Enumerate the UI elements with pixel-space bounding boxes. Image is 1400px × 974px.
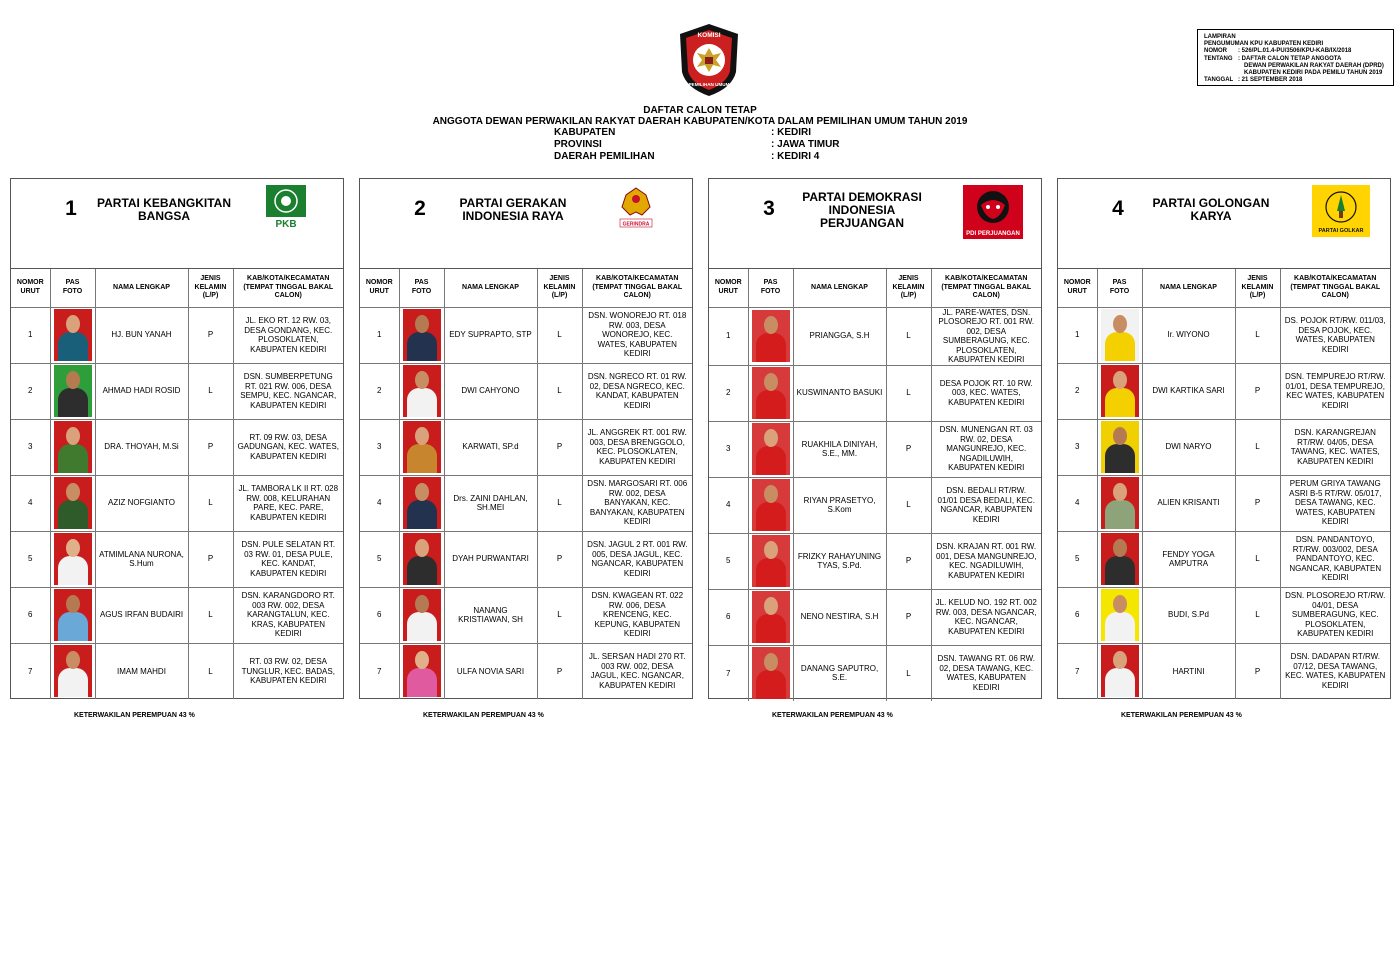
candidate-gender: L	[188, 475, 233, 531]
candidate-photo	[752, 535, 790, 587]
candidate-gender: P	[188, 419, 233, 475]
table-row	[709, 645, 1041, 701]
table-row	[360, 475, 692, 531]
party-name-line: PARTAI DEMOKRASI	[802, 190, 922, 204]
candidate-address: JL. TAMBORA LK II RT. 028 RW. 008, KELURAHAN PARE, KEC. PARE, KABUPATEN KEDIRI	[233, 475, 343, 531]
col-nama: NAMA LENGKAP	[95, 269, 188, 307]
candidate-photo-cell	[399, 531, 444, 587]
candidate-photo	[54, 589, 92, 641]
candidate-photo-cell	[1097, 475, 1142, 531]
candidate-address: DSN. TAWANG RT. 06 RW. 02, DESA TAWANG, KEC. WATES, KABUPATEN KEDIRI	[931, 645, 1041, 701]
candidate-photo-cell	[50, 531, 95, 587]
candidate-photo-cell	[399, 587, 444, 643]
party-header	[360, 179, 692, 269]
candidate-address: PERUM GRIYA TAWANG ASRI B-5 RT/RW. 05/017, DESA TAWANG, KEC. WATES, KABUPATEN KEDIRI	[1280, 475, 1390, 531]
candidate-address: RT. 09 RW. 03, DESA GADUNGAN, KEC. WATES, KABUPATEN KEDIRI	[233, 419, 343, 475]
candidate-address: RT. 03 RW. 02, DESA TUNGLUR, KEC. BADAS, KABUPATEN KEDIRI	[233, 643, 343, 699]
candidate-photo-cell	[50, 419, 95, 475]
candidate-gender: L	[886, 645, 931, 701]
candidate-address: DSN. JAGUL 2 RT. 001 RW. 005, DESA JAGUL, KEC. NGANCAR, KABUPATEN KEDIRI	[582, 531, 692, 587]
candidate-gender: L	[1235, 419, 1280, 475]
candidate-gender: P	[537, 531, 582, 587]
candidate-photo	[1101, 421, 1139, 473]
candidate-name: ATMIMLANA NURONA, S.Hum	[95, 531, 188, 587]
candidate-gender: P	[537, 419, 582, 475]
table-header-row	[360, 269, 692, 307]
party-logo	[963, 185, 1023, 244]
kabupaten-value: : KEDIRI	[771, 127, 811, 138]
keterwakilan-perempuan: KETERWAKILAN PEREMPUAN 43 %	[772, 712, 893, 719]
col-alamat: KAB/KOTA/KECAMATAN (TEMPAT TINGGAL BAKAL CALON)	[1280, 269, 1390, 307]
candidate-address: JL. KELUD NO. 192 RT. 002 RW. 003, DESA NGANCAR, KEC. NGANCAR, KABUPATEN KEDIRI	[931, 589, 1041, 645]
candidate-address: JL. ANGGREK RT. 001 RW. 003, DESA BRENGGOLO, KEC. PLOSOKLATEN, KABUPATEN KEDIRI	[582, 419, 692, 475]
candidate-photo	[752, 479, 790, 531]
col-nomor: NOMOR URUT	[709, 269, 748, 307]
col-nomor: NOMOR URUT	[360, 269, 399, 307]
candidate-address: DESA POJOK RT. 10 RW. 003, KEC. WATES, KABUPATEN KEDIRI	[931, 365, 1041, 421]
party-name-line: BANGSA	[137, 209, 190, 223]
candidate-number: 3	[11, 419, 50, 475]
party-panel-1	[10, 178, 344, 699]
candidate-number: 5	[1058, 531, 1097, 587]
keterwakilan-perempuan: KETERWAKILAN PEREMPUAN 43 %	[74, 712, 195, 719]
candidate-number: 6	[1058, 587, 1097, 643]
candidate-gender: L	[188, 363, 233, 419]
candidate-photo-cell	[1097, 643, 1142, 699]
table-row	[360, 363, 692, 419]
col-foto: PAS FOTO	[1097, 269, 1142, 307]
candidate-number: 3	[1058, 419, 1097, 475]
party-logo	[1312, 185, 1370, 242]
candidate-table	[11, 269, 343, 699]
candidate-number: 4	[11, 475, 50, 531]
candidate-name: DANANG SAPUTRO, S.E.	[793, 645, 886, 701]
party-panel-2	[359, 178, 693, 699]
candidate-name: ULFA NOVIA SARI	[444, 643, 537, 699]
candidate-photo	[1101, 365, 1139, 417]
table-header-row	[1058, 269, 1390, 307]
col-jenis-kelamin: JENIS KELAMIN (L/P)	[537, 269, 582, 307]
candidate-name: AZIZ NOFGIANTO	[95, 475, 188, 531]
table-row	[360, 307, 692, 363]
party-number: 4	[1112, 197, 1124, 220]
candidate-address: JL. EKO RT. 12 RW. 03, DESA GONDANG, KEC. PLOSOKLATEN, KABUPATEN KEDIRI	[233, 307, 343, 363]
candidate-address: DSN. PANDANTOYO, RT/RW. 003/002, DESA PANDANTOYO, KEC. NGANCAR, KABUPATEN KEDIRI	[1280, 531, 1390, 587]
candidate-photo-cell	[399, 475, 444, 531]
candidate-address: DSN. TEMPUREJO RT/RW. 01/01, DESA TEMPUREJO, KEC WATES, KABUPATEN KEDIRI	[1280, 363, 1390, 419]
dapil-value: : KEDIRI 4	[771, 151, 820, 162]
candidate-photo-cell	[1097, 531, 1142, 587]
provinsi-label: PROVINSI	[554, 139, 602, 150]
candidate-name: NENO NESTIRA, S.H	[793, 589, 886, 645]
candidate-photo-cell	[748, 307, 793, 365]
document-subtitle: ANGGOTA DEWAN PERWAKILAN RAKYAT DAERAH KABUPATEN/KOTA DALAM PEMILIHAN UMUM TAHUN 2019	[432, 116, 968, 127]
candidate-gender: L	[1235, 531, 1280, 587]
keterwakilan-perempuan: KETERWAKILAN PEREMPUAN 43 %	[423, 712, 544, 719]
candidate-address: DSN. WONOREJO RT. 018 RW. 003, DESA WONOREJO, KEC. WATES, KABUPATEN KEDIRI	[582, 307, 692, 363]
candidate-gender: L	[1235, 587, 1280, 643]
candidate-gender: L	[188, 643, 233, 699]
col-nama: NAMA LENGKAP	[1142, 269, 1235, 307]
candidate-gender: P	[1235, 643, 1280, 699]
candidate-gender: L	[537, 475, 582, 531]
party-name-line: KARYA	[1190, 209, 1232, 223]
candidate-address: JL. SERSAN HADI 270 RT. 003 RW. 002, DESA JAGUL, KEC. NGANCAR, KABUPATEN KEDIRI	[582, 643, 692, 699]
lampiran-nomor-value: : 526/PL.01.4-PU/3506/KPU-KAB/IX/2018	[1238, 48, 1352, 55]
party-logo-text: PARTAI GOLKAR	[1318, 228, 1364, 234]
candidate-photo	[403, 421, 441, 473]
table-row	[1058, 531, 1390, 587]
party-logo-text: PKB	[275, 219, 297, 229]
candidate-photo-cell	[399, 307, 444, 363]
candidate-name: AGUS IRFAN BUDAIRI	[95, 587, 188, 643]
table-header-row	[709, 269, 1041, 307]
lampiran-tanggal-value: : 21 SEPTEMBER 2018	[1238, 77, 1303, 84]
col-jenis-kelamin: JENIS KELAMIN (L/P)	[1235, 269, 1280, 307]
party-number: 1	[65, 197, 77, 220]
party-panel-4	[1057, 178, 1391, 699]
candidate-number: 6	[11, 587, 50, 643]
candidate-address: DSN. KRAJAN RT. 001 RW. 001, DESA MANGUNREJO, KEC. NGADILUWIH, KABUPATEN KEDIRI	[931, 533, 1041, 589]
candidate-photo-cell	[748, 589, 793, 645]
table-row	[1058, 643, 1390, 699]
candidate-name: DYAH PURWANTARI	[444, 531, 537, 587]
party-logo	[266, 185, 306, 234]
candidate-gender: L	[886, 365, 931, 421]
candidate-photo-cell	[1097, 419, 1142, 475]
candidate-photo	[752, 310, 790, 362]
lampiran-heading: LAMPIRAN	[1204, 34, 1236, 40]
candidate-name: RIYAN PRASETYO, S.Kom	[793, 477, 886, 533]
candidate-photo	[1101, 645, 1139, 697]
kabupaten-label: KABUPATEN	[554, 127, 616, 138]
kpu-logo	[676, 22, 742, 98]
table-row	[709, 365, 1041, 421]
candidate-photo	[752, 367, 790, 419]
party-name-line: PERJUANGAN	[819, 216, 904, 230]
table-row	[360, 419, 692, 475]
candidate-address: DSN. KWAGEAN RT. 022 RW. 006, DESA KRENCENG, KEC. KEPUNG, KABUPATEN KEDIRI	[582, 587, 692, 643]
party-logo-text: PDI PERJUANGAN	[966, 231, 1020, 237]
candidate-name: NANANG KRISTIAWAN, SH	[444, 587, 537, 643]
table-header-row	[11, 269, 343, 307]
table-row	[1058, 307, 1390, 363]
candidate-name: IMAM MAHDI	[95, 643, 188, 699]
candidate-number: 7	[709, 645, 748, 701]
lampiran-tanggal-label: TANGGAL	[1204, 77, 1234, 84]
candidate-number: 5	[11, 531, 50, 587]
candidate-photo-cell	[50, 587, 95, 643]
candidate-number: 1	[1058, 307, 1097, 363]
candidate-gender: P	[188, 531, 233, 587]
lampiran-nomor-label: NOMOR	[1204, 48, 1227, 55]
candidate-gender: L	[886, 307, 931, 365]
candidate-photo-cell	[748, 477, 793, 533]
candidate-number: 4	[360, 475, 399, 531]
candidate-number: 5	[360, 531, 399, 587]
candidate-name: ALIEN KRISANTI	[1142, 475, 1235, 531]
table-row	[709, 477, 1041, 533]
party-name	[1140, 197, 1282, 223]
candidate-address: DS. POJOK RT/RW. 011/03, DESA POJOK, KEC. WATES, KABUPATEN KEDIRI	[1280, 307, 1390, 363]
lampiran-box	[1197, 29, 1394, 86]
candidate-name: FENDY YOGA AMPUTRA	[1142, 531, 1235, 587]
table-row	[709, 421, 1041, 477]
table-row	[360, 643, 692, 699]
candidate-photo	[54, 533, 92, 585]
table-row	[1058, 363, 1390, 419]
candidate-table	[709, 269, 1041, 701]
candidate-gender: P	[537, 643, 582, 699]
candidate-photo-cell	[748, 645, 793, 701]
candidate-photo-cell	[748, 365, 793, 421]
candidate-address: DSN. KARANGREJAN RT/RW. 04/05, DESA TAWANG, KEC. WATES, KABUPATEN KEDIRI	[1280, 419, 1390, 475]
candidate-number: 2	[360, 363, 399, 419]
candidate-number: 6	[709, 589, 748, 645]
candidate-address: DSN. DADAPAN RT/RW. 07/12, DESA TAWANG, KEC. WATES, KABUPATEN KEDIRI	[1280, 643, 1390, 699]
candidate-table	[1058, 269, 1390, 699]
table-row	[1058, 587, 1390, 643]
candidate-photo	[1101, 533, 1139, 585]
party-name-line: PARTAI GOLONGAN	[1152, 196, 1270, 210]
table-row	[11, 475, 343, 531]
candidate-address: JL. PARE-WATES, DSN. PLOSOREJO RT. 001 RW. 002, DESA SUMBERAGUNG, KEC. PLOSOKLATEN, KABUPATEN KEDIRI	[931, 307, 1041, 365]
candidate-name: Ir. WIYONO	[1142, 307, 1235, 363]
party-logo-text: GERINDRA	[622, 221, 650, 228]
candidate-photo	[403, 589, 441, 641]
candidate-number: 1	[709, 307, 748, 365]
candidate-name: KARWATI, SP.d	[444, 419, 537, 475]
party-header	[709, 179, 1041, 269]
party-header	[1058, 179, 1390, 269]
candidate-photo	[403, 365, 441, 417]
table-row	[11, 587, 343, 643]
candidate-photo-cell	[399, 419, 444, 475]
col-alamat: KAB/KOTA/KECAMATAN (TEMPAT TINGGAL BAKAL CALON)	[931, 269, 1041, 307]
party-name	[791, 191, 933, 230]
candidate-name: HARTINI	[1142, 643, 1235, 699]
logo-text-bottom: PEMILIHAN UMUM	[688, 82, 730, 87]
keterwakilan-perempuan: KETERWAKILAN PEREMPUAN 43 %	[1121, 712, 1242, 719]
candidate-address: DSN. BEDALI RT/RW. 01/01 DESA BEDALI, KEC. NGANCAR, KABUPATEN KEDIRI	[931, 477, 1041, 533]
logo-text-top: KOMISI	[697, 32, 721, 39]
region-values	[771, 127, 840, 163]
candidate-number: 2	[709, 365, 748, 421]
candidate-photo-cell	[1097, 307, 1142, 363]
candidate-name: BUDI, S.Pd	[1142, 587, 1235, 643]
candidate-photo-cell	[1097, 363, 1142, 419]
party-name-line: PARTAI GERAKAN	[459, 196, 567, 210]
candidate-name: HJ. BUN YANAH	[95, 307, 188, 363]
candidate-name: KUSWINANTO BASUKI	[793, 365, 886, 421]
candidate-photo	[403, 645, 441, 697]
candidate-address: DSN. PLOSOREJO RT/RW. 04/01, DESA SUMBERAGUNG, KEC. PLOSOKLATEN, KABUPATEN KEDIRI	[1280, 587, 1390, 643]
candidate-photo-cell	[50, 643, 95, 699]
candidate-photo	[54, 477, 92, 529]
table-row	[11, 419, 343, 475]
provinsi-value: : JAWA TIMUR	[771, 139, 840, 150]
candidate-number: 2	[1058, 363, 1097, 419]
party-header	[11, 179, 343, 269]
candidate-number: 4	[1058, 475, 1097, 531]
col-nomor: NOMOR URUT	[11, 269, 50, 307]
candidate-photo	[752, 423, 790, 475]
col-nama: NAMA LENGKAP	[444, 269, 537, 307]
col-jenis-kelamin: JENIS KELAMIN (L/P)	[886, 269, 931, 307]
candidate-name: PRIANGGA, S.H	[793, 307, 886, 365]
col-jenis-kelamin: JENIS KELAMIN (L/P)	[188, 269, 233, 307]
candidate-gender: P	[188, 307, 233, 363]
candidate-photo	[403, 309, 441, 361]
party-panel-3	[708, 178, 1042, 699]
candidate-photo-cell	[50, 475, 95, 531]
table-row	[1058, 475, 1390, 531]
candidate-name: EDY SUPRAPTO, STP	[444, 307, 537, 363]
candidate-name: DWI KARTIKA SARI	[1142, 363, 1235, 419]
candidate-number: 1	[360, 307, 399, 363]
table-row	[360, 587, 692, 643]
candidate-photo	[54, 309, 92, 361]
col-foto: PAS FOTO	[748, 269, 793, 307]
candidate-gender: L	[1235, 307, 1280, 363]
candidate-photo-cell	[748, 533, 793, 589]
col-foto: PAS FOTO	[50, 269, 95, 307]
candidate-name: DRA. THOYAH, M.Si	[95, 419, 188, 475]
candidate-photo	[54, 645, 92, 697]
candidate-table	[360, 269, 692, 699]
table-row	[11, 531, 343, 587]
table-row	[1058, 419, 1390, 475]
candidate-photo	[1101, 477, 1139, 529]
candidate-number: 7	[11, 643, 50, 699]
candidate-name: DWI CAHYONO	[444, 363, 537, 419]
col-foto: PAS FOTO	[399, 269, 444, 307]
lampiran-sub: PENGUMUMAN KPU KABUPATEN KEDIRI	[1204, 41, 1324, 48]
candidate-photo-cell	[1097, 587, 1142, 643]
candidate-number: 7	[360, 643, 399, 699]
candidate-address: DSN. KARANGDORO RT. 003 RW. 002, DESA KARANGTALUN, KEC. KRAS, KABUPATEN KEDIRI	[233, 587, 343, 643]
candidate-name: RUAKHILA DINIYAH, S.E., MM.	[793, 421, 886, 477]
candidate-number: 6	[360, 587, 399, 643]
candidate-gender: L	[188, 587, 233, 643]
col-alamat: KAB/KOTA/KECAMATAN (TEMPAT TINGGAL BAKAL CALON)	[582, 269, 692, 307]
lampiran-tentang-value1: : DAFTAR CALON TETAP ANGGOTA	[1238, 55, 1342, 62]
candidate-photo	[1101, 589, 1139, 641]
table-row	[360, 531, 692, 587]
candidate-number: 3	[360, 419, 399, 475]
candidate-number: 4	[709, 477, 748, 533]
lampiran-tentang-label: TENTANG	[1204, 55, 1233, 62]
candidate-gender: L	[537, 307, 582, 363]
table-row	[11, 363, 343, 419]
candidate-photo-cell	[50, 307, 95, 363]
table-row	[709, 533, 1041, 589]
party-name-line: PARTAI KEBANGKITAN	[97, 196, 231, 210]
candidate-gender: P	[1235, 475, 1280, 531]
dapil-label: DAERAH PEMILIHAN	[554, 151, 655, 162]
candidate-photo	[752, 647, 790, 699]
candidate-number: 5	[709, 533, 748, 589]
candidate-gender: P	[886, 589, 931, 645]
party-number: 3	[763, 197, 775, 220]
party-name-line: INDONESIA RAYA	[462, 209, 564, 223]
party-name-line: INDONESIA	[828, 203, 896, 217]
table-row	[11, 307, 343, 363]
candidate-number: 7	[1058, 643, 1097, 699]
candidate-number: 3	[709, 421, 748, 477]
candidate-photo	[54, 421, 92, 473]
document-title: DAFTAR CALON TETAP	[643, 105, 757, 116]
region-labels	[554, 127, 655, 163]
col-nomor: NOMOR URUT	[1058, 269, 1097, 307]
table-row	[11, 643, 343, 699]
candidate-address: DSN. PULE SELATAN RT. 03 RW. 01, DESA PULE, KEC. KANDAT, KABUPATEN KEDIRI	[233, 531, 343, 587]
candidate-photo	[1101, 309, 1139, 361]
candidate-address: DSN. MARGOSARI RT. 006 RW. 002, DESA BANYAKAN, KEC. BANYAKAN, KABUPATEN KEDIRI	[582, 475, 692, 531]
candidate-gender: L	[537, 587, 582, 643]
candidate-number: 1	[11, 307, 50, 363]
candidate-gender: P	[1235, 363, 1280, 419]
candidate-photo	[403, 533, 441, 585]
candidate-name: DWI NARYO	[1142, 419, 1235, 475]
candidate-gender: P	[886, 421, 931, 477]
table-row	[709, 307, 1041, 365]
candidate-address: DSN. MUNENGAN RT. 03 RW. 02, DESA MANGUNREJO, KEC. NGADILUWIH, KABUPATEN KEDIRI	[931, 421, 1041, 477]
col-alamat: KAB/KOTA/KECAMATAN (TEMPAT TINGGAL BAKAL CALON)	[233, 269, 343, 307]
party-number: 2	[414, 197, 426, 220]
table-row	[709, 589, 1041, 645]
candidate-name: FRIZKY RAHAYUNING TYAS, S.Pd.	[793, 533, 886, 589]
lampiran-tentang-value3: KABUPATEN KEDIRI PADA PEMILU TAHUN 2019	[1244, 70, 1383, 77]
candidate-gender: P	[886, 533, 931, 589]
candidate-number: 2	[11, 363, 50, 419]
candidate-photo-cell	[748, 421, 793, 477]
candidate-photo-cell	[399, 363, 444, 419]
candidate-photo	[54, 365, 92, 417]
candidate-address: DSN. SUMBERPETUNG RT. 021 RW. 006, DESA SEMPU, KEC. NGANCAR, KABUPATEN KEDIRI	[233, 363, 343, 419]
candidate-photo-cell	[399, 643, 444, 699]
lampiran-tentang-value2: DEWAN PERWAKILAN RAKYAT DAERAH (DPRD)	[1244, 62, 1384, 69]
candidate-photo-cell	[50, 363, 95, 419]
party-logo	[616, 185, 656, 234]
candidate-name: Drs. ZAINI DAHLAN, SH.MEI	[444, 475, 537, 531]
candidate-gender: L	[886, 477, 931, 533]
candidate-photo	[403, 477, 441, 529]
candidate-address: DSN. NGRECO RT. 01 RW. 02, DESA NGRECO, KEC. KANDAT, KABUPATEN KEDIRI	[582, 363, 692, 419]
candidate-photo	[752, 591, 790, 643]
party-name	[442, 197, 584, 223]
party-name	[93, 197, 235, 223]
candidate-name: AHMAD HADI ROSID	[95, 363, 188, 419]
candidate-gender: L	[537, 363, 582, 419]
col-nama: NAMA LENGKAP	[793, 269, 886, 307]
